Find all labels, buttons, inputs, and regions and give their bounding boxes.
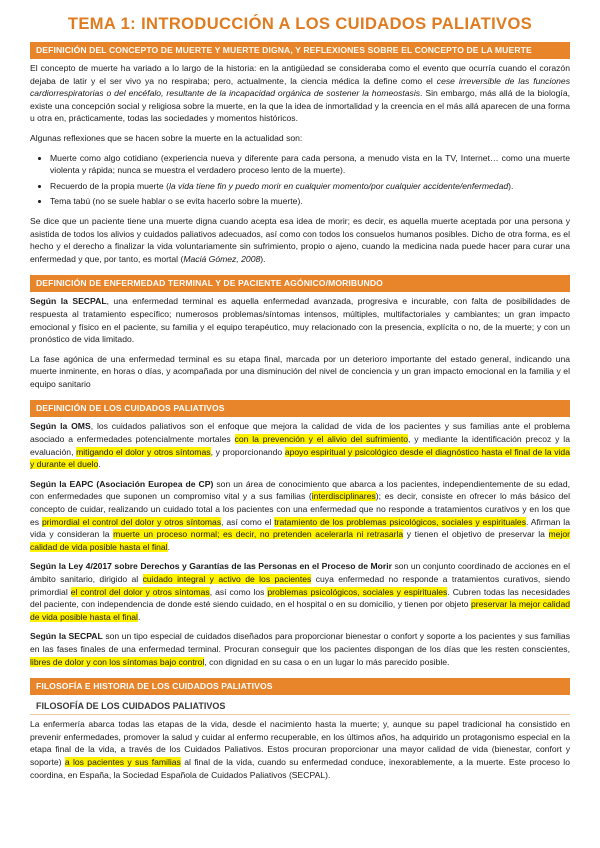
highlight: cuidado integral y activo de los pacientes (142, 574, 312, 584)
highlight: preservar la mejor calidad de vida posible hasta el final (30, 599, 570, 622)
section-header: DEFINICIÓN DE ENFERMEDAD TERMINAL Y DE PACIENTE AGÓNICO/MORIBUNDO (30, 275, 570, 292)
section-header: DEFINICIÓN DE LOS CUIDADOS PALIATIVOS (30, 400, 570, 417)
highlight: problemas psicológicos, sociales y espirituales (267, 586, 448, 597)
highlight: el control del dolor y otros síntomas (70, 586, 210, 597)
section-palliative-care-definition (30, 400, 570, 668)
section-philosophy-history (30, 678, 570, 781)
highlight: a los pacientes y sus familias (64, 756, 181, 767)
section-header: DEFINICIÓN DEL CONCEPTO DE MUERTE Y MUERTE DIGNA, Y REFLEXIONES SOBRE EL CONCEPTO DE LA MUERTE (30, 42, 570, 59)
highlight: interdisciplinares (311, 491, 376, 502)
section-terminal-illness (30, 275, 570, 390)
paragraph: La fase agónica de una enfermedad terminal es su etapa final, marcada por un deterioro importante del estado general, indicando una muerte inminente, en horas o días, y acompañada por una disminución del nivel de conciencia y un gran impacto emocional en la familia y el equipo sanitario (30, 353, 570, 389)
list-item: • Tema tabú (no se suele hablar o se evita hacerlo sobre la muerte). (50, 195, 570, 208)
paragraph: La enfermería abarca todas las etapas de la vida, desde el nacimiento hasta la muerte; y, aunque su papel tradicional ha consistido en prevenir enfermedades, promover la salud y cuidar al enfermo recuperable, en los últimos años, ha adquirido un protagonismo especial en la etapa final de la vida, a través de los Cuidados Paliativos. Estos procuran proporcionar una mayor calidad de vida (bienestar, confort y soporte) a los pacientes y sus familias al final de la vida, cuando su enfermedad conduce, inexorablemente, a la muerte. Este proceso lo coordina, en España, la Sociedad Española de Cuidados Paliativos (SECPAL). (30, 719, 570, 780)
section-header: FILOSOFÍA E HISTORIA DE LOS CUIDADOS PALIATIVOS (30, 678, 570, 695)
highlight: muerte un proceso normal; es decir, no pretenden acelerarla ni retrasarla (113, 529, 404, 540)
paragraph: Según la EAPC (Asociación Europea de CP) son un área de conocimiento que abarca a los pacientes, independientemente de su edad, con enfermedades que suponen un compromiso vital y a sus familias (interdisciplinares); es decir, consiste en ofrecer lo más básico del concepto de cuidar, realizando un cuidado total a los pacientes con una enfermedad que no responde a tratamientos curativos y en los que es primordial el control del dolor y otros síntomas, así como el tratamiento de los problemas psicológicos, sociales y espirituales. Afirman la vida y consideran la muerte un proceso normal; es decir, no pretenden acelerarla ni retrasarla y tienen el objetivo de preservar la mejor calidad de vida posible hasta el final. (30, 478, 570, 552)
page-title: TEMA 1: INTRODUCCIÓN A LOS CUIDADOS PALIATIVOS (67, 15, 533, 33)
highlight: libres de dolor y con los síntomas bajo control (30, 656, 205, 667)
highlight: con la prevención y el alivio del sufrimiento (234, 434, 408, 445)
list-item: • Muerte como algo cotidiano (experiencia nueva y diferente para cada persona, a menudo vista en la TV, Internet… como una muerte violenta y rápida; nunca se muestra el verdadero proceso lento de la muerte). (50, 152, 570, 177)
highlight: mejor calidad de vida posible hasta el final (30, 529, 570, 552)
paragraph: Algunas reflexiones que se hacen sobre la muerte en la actualidad son: (30, 132, 303, 143)
paragraph: Se dice que un paciente tiene una muerte digna cuando acepta esa idea de morir; es decir, es aquella muerte aceptada por una persona y asistida de todos los alivios y cuidados paliativos adecuados, así como con todos los consuelos humanos posibles. Dicho de otra forma, es el hecho y el derecho a finalizar la vida voluntariamente sin sufrimiento, propio o ajeno, cuando la medicina nada puede hacer para curar una enfermedad y que, por tanto, es mortal (Maciá Gómez, 2008). (30, 215, 570, 264)
highlight: mitigando el dolor y otros síntomas (76, 446, 211, 457)
subsection-header: FILOSOFÍA DE LOS CUIDADOS PALIATIVOS (30, 698, 570, 715)
reflections-list (30, 152, 570, 208)
highlight: apoyo espiritual y psicológico desde el diagnóstico hasta el final de la vida y durante el duelo (30, 446, 570, 470)
paragraph: Según la SECPAL, una enfermedad terminal es aquella enfermedad avanzada, progresiva e incurable, con falta de posibilidades de respuesta al tratamiento específico; numerosos problemas/síntomas intensos, múltiples, multifactoriales y cambiantes; un gran impacto emocional y físico en el paciente, su familia y el equipo terapéutico, muy relacionado con la presencia, explícita o no, de la muerte; y con un pronóstico de vida limitado. (30, 296, 571, 345)
paragraph: Según la OMS, los cuidados paliativos son el enfoque que mejora la calidad de vida de los pacientes y sus familias ante el problema asociado a enfermedades potencialmente mortales con la prevención y el alivio del sufrimiento, y mediante la identificación precoz y la evaluación, mitigando el dolor y otros síntomas, y proporcionando apoyo espiritual y psicológico desde el diagnóstico hasta el final de la vida y durante el duelo. (30, 421, 570, 470)
highlight: primordial el control del dolor y otros síntomas (41, 516, 222, 527)
paragraph: El concepto de muerte ha variado a lo largo de la historia: en la antigüedad se consideraba como el evento que ocurría cuando el corazón dejaba de latir y el ser vivo ya no respiraba; pero, actualmente, la ciencia médica la define como el cese irreversible de las funciones cardiorrespiratorias o del encéfalo, resultante de la incapacidad orgánica de sostener la homeostasis. Sin embargo, más allá de la biología, existe una concepción social y religiosa sobre la muerte, en la que la idea de inmortalidad y la creencia en el más allá aparecen de una forma u otra en, prácticamente, todas las sociedades y momentos históricos. (30, 63, 571, 124)
paragraph: Según la SECPAL son un tipo especial de cuidados diseñados para proporcionar bienestar o confort y soporte a los pacientes y sus familias en las fases finales de una enfermedad terminal. Procuran conseguir que los pacientes dispongan de los días que les resten conscientes, libres de dolor y con los síntomas bajo control, con dignidad en su casa o en un lugar lo más parecido posible. (30, 631, 571, 667)
highlight: tratamiento de los problemas psicológicos, sociales y espirituales (274, 516, 527, 527)
section-death-concept (30, 42, 570, 265)
paragraph: Según la Ley 4/2017 sobre Derechos y Garantías de las Personas en el Proceso de Morir son un conjunto coordinado de acciones en el ámbito sanitario, dirigido al cuidado integral y activo de los pacientes cuya enfermedad no responde a tratamientos curativos, siendo primordial el control del dolor y otros síntomas, así como los problemas psicológicos, sociales y espirituales. Cubren todas las necesidades del paciente, con independencia de donde esté siendo cuidado, en el hospital o en su domicilio, y tienen por objeto preservar la mejor calidad de vida posible hasta el final. (30, 561, 571, 622)
list-item: • Recuerdo de la propia muerte (la vida tiene fin y puedo morir en cualquier momento/por cualquier accidente/enfermedad). (50, 180, 570, 193)
